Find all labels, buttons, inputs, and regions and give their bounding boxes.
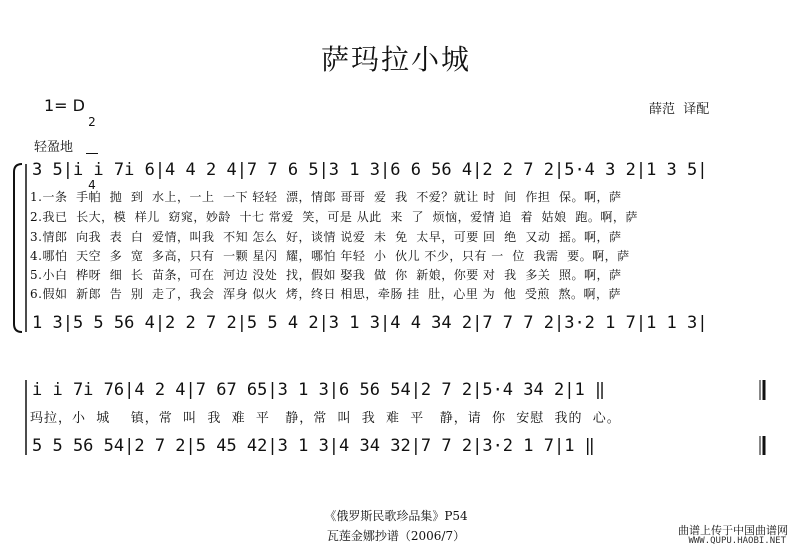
copyist-note: 瓦莲金娜抄谱（2006/7） xyxy=(326,529,466,543)
time-signature-bottom: 4 xyxy=(88,178,96,192)
verse-3: 3.情郎 向我 表 白 爱情，叫我 不知 怎么 好，谈情 说爱 未 免 太早，可要 回 绝 又动 摇。啊，萨 xyxy=(30,230,622,244)
verse-6: 6.假如 新郎 告 别 走了，我会 浑身 似火 烤，终日 相思，牵肠 挂 肚，心里 为 他 受煎 熬。啊，萨 xyxy=(30,287,621,301)
system1-bracket xyxy=(14,164,22,332)
verse-1: 1.一条 手帕 抛 到 水上，一上 一下 轻轻 漂，情郎 哥哥 爱 我 不爱？就让 时 间 作担 保。啊，萨 xyxy=(30,190,622,204)
time-signature-top: 2 xyxy=(88,115,96,129)
verse-4: 4.哪怕 天空 多 宽 多高，只有 一颗 星闪 耀，哪怕 年轻 小 伙儿 不少，只有 一 位 我需 要。啊，萨 xyxy=(30,249,630,263)
tempo-marking: 轻盈地 xyxy=(34,140,74,155)
verse-2: 2.我已 长大，模 样儿 窈窕，妙龄 十七 常爱 笑，可是 从此 来 了 烦恼，爱情 追 着 姑娘 跑。啊，萨 xyxy=(30,210,638,224)
system1-melody: 3 5|i i 7i 6|4 4 2 4|7 7 6 5|3 1 3|6 6 56 4|2 2 7 2|5·4 3 2|1 3 5| xyxy=(32,160,708,180)
source-citation: 《俄罗斯民歌珍品集》P54 xyxy=(324,509,468,523)
watermark-url: WWW.QUPU.HAOBI.NET xyxy=(688,536,786,546)
watermark-text: 曲谱上传于中国曲谱网 xyxy=(678,524,788,537)
key-signature: 1= D xyxy=(44,96,85,115)
system2-harmony: 5 5 56 54|2 7 2|5 45 42|3 1 3|4 34 32|7 7 2|3·2 1 7|1 ‖ xyxy=(32,436,595,456)
translator-credit: 薛范 译配 xyxy=(649,102,710,117)
song-title: 萨玛拉小城 xyxy=(320,43,471,76)
system1-harmony: 1 3|5 5 56 4|2 2 7 2|5 5 4 2|3 1 3|4 4 34 2|7 7 7 2|3·2 1 7|1 1 3| xyxy=(32,313,708,333)
verse-5: 5.小白 桦呀 细 长 苗条，可在 河边 没处 找，假如 娶我 做 你 新娘，你要 对 我 多关 照。啊，萨 xyxy=(30,268,622,282)
system2-melody: i i 7i 76|4 2 4|7 67 65|3 1 3|6 56 54|2 7 2|5·4 34 2|1 ‖ xyxy=(32,380,606,400)
system2-lyric: 玛拉，小 城 镇，常 叫 我 难 平 静，常 叫 我 难 平 静，请 你 安慰 我的 心。 xyxy=(30,411,621,426)
